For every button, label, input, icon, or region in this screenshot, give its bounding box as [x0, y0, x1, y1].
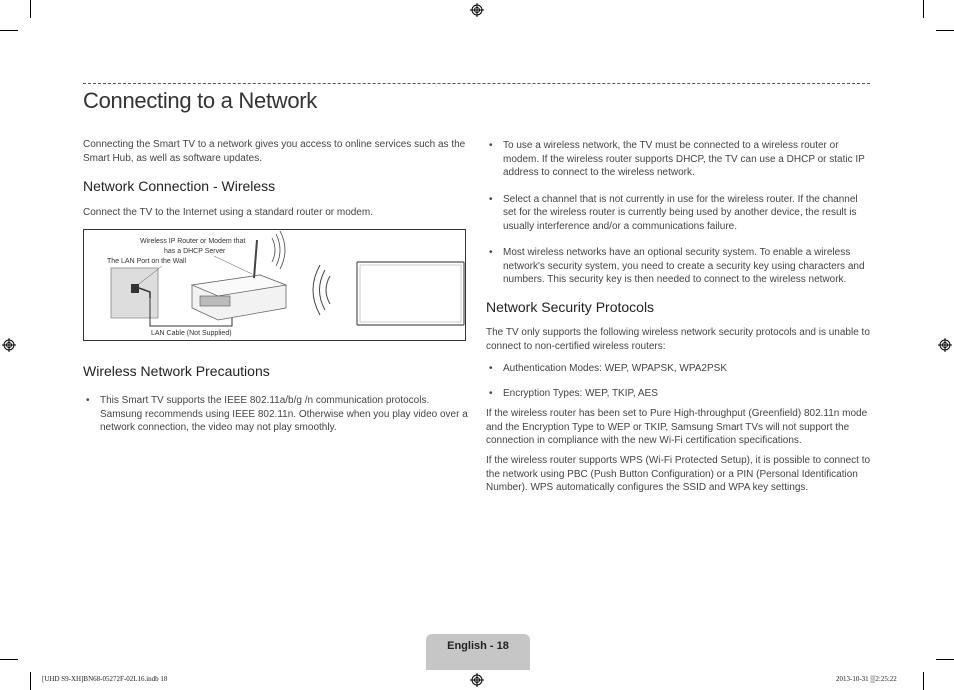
lan-port-label: The LAN Port on the Wall [107, 258, 187, 265]
wireless-heading: Network Connection - Wireless [83, 178, 276, 194]
header-divider [83, 83, 870, 84]
diagram-illustration [84, 230, 465, 340]
registration-mark-icon [938, 338, 952, 352]
list-item: • Select a channel that is not currently in use for the wireless router. If the channel set for the wireless router is currently being used by another device, the result is usually interference and/or a communications failure. [486, 193, 872, 234]
crop-mark [30, 672, 31, 690]
right-bullet-list [486, 139, 872, 287]
list-item: • This Smart TV supports the IEEE 802.11a/b/g /n communication protocols. Samsung recommends using IEEE 802.11n. Otherwise when you play video over a network connection, the video may not play smoothly. [83, 394, 468, 435]
tv-shape [357, 262, 464, 325]
registration-mark-icon [470, 3, 484, 17]
wireless-text: Connect the TV to the Internet using a standard router or modem. [83, 207, 373, 218]
crop-mark [936, 659, 954, 660]
list-item: • To use a wireless network, the TV must be connected to a wireless router or modem. If the wireless router supports DHCP, the TV can use a DHCP or static IP address to connect to the wireless network. [486, 139, 872, 180]
crop-mark [0, 30, 18, 31]
router-label-line2: has a DHCP Server [164, 248, 226, 255]
registration-mark-icon [2, 338, 16, 352]
registration-mark-icon [470, 673, 484, 687]
page-title: Connecting to a Network [83, 88, 318, 113]
security-heading: Network Security Protocols [486, 299, 655, 315]
router-label-line1: Wireless IP Router or Modem that [140, 238, 246, 245]
cable-label: LAN Cable (Not Supplied) [151, 330, 232, 337]
page-number-tab [426, 634, 530, 670]
precautions-heading: Wireless Network Precautions [83, 363, 270, 379]
security-list [486, 362, 872, 400]
crop-mark [923, 0, 924, 18]
crop-mark [30, 0, 31, 18]
crop-mark [0, 659, 18, 660]
security-intro: The TV only supports the following wireless network security protocols and is unable to connect to non-certified wireless routers: [486, 327, 870, 352]
file-slug: [UHD S9-XH]BN68-05272F-02L16.indb 18 [42, 675, 168, 683]
timestamp-slug: 2013-10-31 ▒2:25:22 [836, 675, 897, 683]
connection-diagram [83, 229, 466, 341]
list-item: • Most wireless networks have an optional security system. To enable a wireless network's security system, you need to create a security key using characters and numbers. This security key is then needed to connect to the wireless network. [486, 246, 872, 287]
lan-port-shape [131, 284, 139, 293]
list-item: • Authentication Modes: WEP, WPAPSK, WPA2PSK [486, 362, 872, 376]
list-item: • Encryption Types: WEP, TKIP, AES [486, 387, 872, 401]
wps-paragraph: If the wireless router supports WPS (Wi-Fi Protected Setup), it is possible to connect to the network using PBC (Push Button Configuration) or a PIN (Personal Identification Number). WPS automatically configures the SSID and WPA key settings. [486, 455, 871, 493]
intro-text: Connecting the Smart TV to a network gives you access to online services such as the Smart Hub, as well as software updates. [83, 139, 466, 164]
router-antenna-shape [254, 240, 257, 278]
page-number: English - 18 [447, 640, 509, 652]
wifi-wave-shape [326, 276, 330, 304]
precautions-list [83, 394, 468, 435]
crop-mark [936, 30, 954, 31]
greenfield-paragraph: If the wireless router has been set to Pure High-throughput (Greenfield) 802.11n mode and the Encryption Type to WEP or TKIP, Samsung Smart TVs will not support the connection in compliance with the new Wi-Fi certification specifications. [486, 408, 868, 446]
crop-mark [923, 672, 924, 690]
